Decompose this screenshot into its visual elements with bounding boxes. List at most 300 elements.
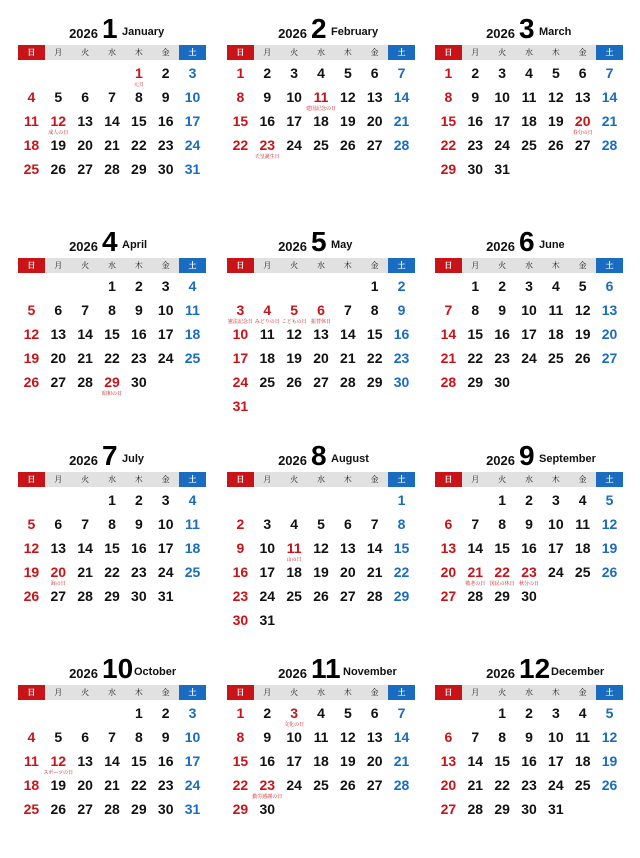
weekday-label: 木 <box>334 45 361 60</box>
day-number: 15 <box>440 113 457 129</box>
day-cell <box>489 373 516 397</box>
month-june <box>435 226 623 431</box>
weekday-label: 金 <box>152 685 179 700</box>
day-cell <box>596 349 623 373</box>
day-number: 21 <box>467 777 484 793</box>
day-number: 19 <box>548 113 564 129</box>
day-number: 15 <box>104 326 120 342</box>
holiday-label: 海の日 <box>50 581 66 587</box>
day-number: 29 <box>440 161 457 177</box>
day-number: 5 <box>317 516 325 532</box>
day-cell <box>334 587 361 611</box>
month-january <box>18 13 206 218</box>
day-number: 23 <box>157 137 174 153</box>
day-number: 7 <box>81 516 90 532</box>
day-number: 16 <box>259 753 276 769</box>
day-cell <box>489 752 516 776</box>
month-december <box>435 653 623 858</box>
day-cell <box>99 88 126 112</box>
day-number: 6 <box>370 65 379 81</box>
day-cell <box>435 776 462 800</box>
day-cell <box>542 491 569 515</box>
day-number: 3 <box>236 302 245 318</box>
day-cell <box>569 112 596 136</box>
day-cell <box>361 539 388 563</box>
day-number: 1 <box>498 492 507 508</box>
day-cell <box>489 515 516 539</box>
weekday-label: 木 <box>334 258 361 273</box>
day-number: 15 <box>232 113 249 129</box>
day-number: 4 <box>290 516 299 532</box>
day-number: 19 <box>601 753 618 769</box>
day-number: 24 <box>157 350 174 366</box>
day-number: 24 <box>232 374 249 390</box>
day-number: 14 <box>393 89 410 105</box>
day-cell <box>45 112 72 136</box>
day-number: 10 <box>548 729 564 745</box>
day-cell <box>18 136 45 160</box>
day-number: 17 <box>548 753 564 769</box>
day-cell <box>388 325 415 349</box>
day-cell <box>435 515 462 539</box>
month-name: March <box>539 26 572 38</box>
day-cell <box>152 563 179 587</box>
day-number: 12 <box>23 326 40 342</box>
weekday-label: 火 <box>72 685 99 700</box>
day-number: 26 <box>340 777 356 793</box>
day-number: 9 <box>134 516 143 532</box>
day-number: 27 <box>440 801 457 817</box>
day-cell <box>516 563 543 587</box>
day-cell <box>179 325 206 349</box>
day-cell <box>45 728 72 752</box>
day-number: 29 <box>494 588 510 604</box>
month-number: 1 <box>102 13 118 44</box>
day-number: 27 <box>77 801 93 817</box>
day-number: 26 <box>286 374 302 390</box>
day-cell <box>179 136 206 160</box>
day-cell <box>542 539 569 563</box>
day-cell <box>462 136 489 160</box>
day-number: 23 <box>393 350 410 366</box>
day-cell <box>308 728 335 752</box>
weekday-label: 日 <box>227 45 254 60</box>
day-number: 26 <box>340 137 356 153</box>
year-label: 2026 <box>486 239 515 254</box>
day-number: 29 <box>393 588 410 604</box>
weekday-label: 土 <box>388 45 415 60</box>
day-cell <box>361 349 388 373</box>
weekday-header <box>18 258 206 273</box>
day-cell <box>125 112 152 136</box>
year-label: 2026 <box>69 26 98 41</box>
day-cell <box>308 349 335 373</box>
day-cell <box>361 704 388 728</box>
day-cell <box>45 515 72 539</box>
day-cell <box>45 563 72 587</box>
day-cell <box>227 88 254 112</box>
day-cell <box>569 349 596 373</box>
weekday-header <box>18 685 206 700</box>
day-cell <box>569 752 596 776</box>
day-cell <box>361 587 388 611</box>
day-cell <box>388 301 415 325</box>
month-header <box>18 13 206 46</box>
day-number: 6 <box>54 516 63 532</box>
day-number: 5 <box>605 705 614 721</box>
day-number: 31 <box>548 801 564 817</box>
day-cell <box>254 563 281 587</box>
day-cell <box>152 64 179 88</box>
day-cell <box>489 349 516 373</box>
day-number: 31 <box>494 161 510 177</box>
weekday-label: 日 <box>18 258 45 273</box>
holiday-label: 山の日 <box>286 557 302 563</box>
day-cell <box>152 136 179 160</box>
day-cell <box>179 563 206 587</box>
day-number: 6 <box>370 705 379 721</box>
day-number: 14 <box>104 753 120 769</box>
day-number: 18 <box>521 113 537 129</box>
day-cell <box>179 515 206 539</box>
weekday-label: 月 <box>45 685 72 700</box>
month-name: August <box>331 453 369 465</box>
day-cell <box>18 325 45 349</box>
day-cell <box>179 64 206 88</box>
day-number: 12 <box>50 113 67 129</box>
day-cell <box>308 301 335 325</box>
month-march <box>435 13 623 218</box>
day-cell <box>72 800 99 824</box>
day-cell <box>489 64 516 88</box>
weekday-label: 土 <box>596 472 623 487</box>
day-number: 3 <box>188 705 197 721</box>
day-cell <box>489 301 516 325</box>
day-number: 23 <box>259 777 276 793</box>
day-number: 27 <box>50 374 67 390</box>
weekday-label: 木 <box>542 258 569 273</box>
weekday-label: 土 <box>596 685 623 700</box>
day-number: 2 <box>397 278 406 294</box>
day-cell <box>152 88 179 112</box>
day-cell <box>388 88 415 112</box>
weekday-header <box>227 45 415 60</box>
weekday-label: 火 <box>72 472 99 487</box>
day-cell <box>516 587 543 611</box>
day-cell <box>179 349 206 373</box>
day-number: 1 <box>397 492 406 508</box>
holiday-label: 天皇誕生日 <box>254 154 280 160</box>
weekday-label: 月 <box>462 685 489 700</box>
day-number: 4 <box>188 492 197 508</box>
day-cell <box>334 112 361 136</box>
day-number: 11 <box>548 302 564 318</box>
day-cell <box>72 539 99 563</box>
year-label: 2026 <box>486 453 515 468</box>
day-number: 24 <box>548 564 564 580</box>
day-cell <box>99 112 126 136</box>
day-cell <box>388 728 415 752</box>
day-cell <box>99 563 126 587</box>
day-number: 17 <box>286 753 302 769</box>
day-number: 14 <box>393 729 410 745</box>
day-number: 7 <box>370 516 379 532</box>
day-cell <box>227 800 254 824</box>
day-cell <box>18 373 45 397</box>
day-cell <box>179 752 206 776</box>
day-number: 16 <box>521 540 537 556</box>
day-number: 6 <box>81 729 90 745</box>
weekday-label: 木 <box>125 258 152 273</box>
weekday-label: 土 <box>179 258 206 273</box>
day-cell <box>227 704 254 728</box>
day-number: 9 <box>498 302 507 318</box>
weekday-label: 月 <box>45 472 72 487</box>
day-number: 25 <box>184 350 201 366</box>
weekday-label: 日 <box>227 472 254 487</box>
day-cell <box>45 88 72 112</box>
day-cell <box>308 64 335 88</box>
day-cell <box>125 728 152 752</box>
weekday-label: 月 <box>462 258 489 273</box>
day-cell <box>435 349 462 373</box>
day-cell <box>45 160 72 184</box>
day-cell <box>99 491 126 515</box>
day-cell <box>281 563 308 587</box>
day-number: 9 <box>161 89 170 105</box>
weekday-header <box>18 45 206 60</box>
day-number: 26 <box>50 161 67 177</box>
day-cell <box>305 88 336 112</box>
month-number: 11 <box>311 653 341 684</box>
day-cell <box>462 728 489 752</box>
weekday-label: 水 <box>308 685 335 700</box>
day-cell <box>388 776 415 800</box>
day-number: 28 <box>104 801 120 817</box>
day-cell <box>435 136 462 160</box>
weekday-label: 日 <box>227 258 254 273</box>
holiday-label: 国民の休日 <box>489 581 515 587</box>
day-cell <box>308 752 335 776</box>
day-cell <box>18 776 45 800</box>
day-cell <box>179 728 206 752</box>
day-number: 5 <box>551 65 560 81</box>
day-cell <box>361 563 388 587</box>
day-cell <box>388 704 415 728</box>
month-header <box>227 13 415 46</box>
day-cell <box>72 728 99 752</box>
month-november <box>227 653 415 858</box>
day-number: 23 <box>131 350 147 366</box>
day-number: 8 <box>236 729 245 745</box>
day-number: 15 <box>393 540 410 556</box>
day-number: 10 <box>494 89 510 105</box>
day-cell <box>361 776 388 800</box>
day-number: 11 <box>185 516 200 532</box>
year-label: 2026 <box>69 453 98 468</box>
day-cell <box>125 587 152 611</box>
day-number: 18 <box>313 113 329 129</box>
day-cell <box>152 349 179 373</box>
day-cell <box>361 752 388 776</box>
month-name: January <box>122 26 165 38</box>
day-number: 3 <box>263 516 272 532</box>
day-cell <box>152 325 179 349</box>
day-number: 18 <box>313 753 329 769</box>
weekday-label: 日 <box>435 685 462 700</box>
day-cell <box>45 587 72 611</box>
day-cell <box>125 752 152 776</box>
day-cell <box>516 800 543 824</box>
weekday-label: 日 <box>435 472 462 487</box>
day-number: 15 <box>494 753 510 769</box>
day-number: 18 <box>286 564 302 580</box>
weekday-label: 月 <box>45 45 72 60</box>
day-number: 5 <box>27 302 36 318</box>
day-cell <box>152 752 179 776</box>
day-number: 13 <box>440 540 457 556</box>
weekday-label: 月 <box>45 258 72 273</box>
day-cell <box>254 325 281 349</box>
day-number: 18 <box>184 326 201 342</box>
day-cell <box>516 491 543 515</box>
day-number: 29 <box>467 374 484 390</box>
day-number: 22 <box>440 137 457 153</box>
day-number: 21 <box>467 564 484 580</box>
year-label: 2026 <box>69 666 98 681</box>
day-number: 11 <box>185 302 200 318</box>
day-cell <box>361 88 388 112</box>
day-cell <box>361 136 388 160</box>
weekday-label: 日 <box>227 685 254 700</box>
day-number: 22 <box>232 137 249 153</box>
day-cell <box>254 373 281 397</box>
day-number: 17 <box>286 113 302 129</box>
day-cell <box>254 800 281 824</box>
day-cell <box>334 349 361 373</box>
day-number: 21 <box>601 113 618 129</box>
holiday-label: スポーツの日 <box>43 770 74 776</box>
day-cell <box>388 563 415 587</box>
day-cell <box>125 301 152 325</box>
day-cell <box>435 728 462 752</box>
day-number: 30 <box>393 374 410 390</box>
day-cell <box>596 539 623 563</box>
day-cell <box>542 563 569 587</box>
day-cell <box>569 563 596 587</box>
day-cell <box>308 325 335 349</box>
day-number: 3 <box>161 278 170 294</box>
weekday-label: 金 <box>361 685 388 700</box>
day-cell <box>388 752 415 776</box>
day-cell <box>361 325 388 349</box>
day-number: 28 <box>467 588 484 604</box>
day-number: 19 <box>23 350 40 366</box>
month-number: 10 <box>102 653 134 684</box>
day-cell <box>596 728 623 752</box>
day-number: 3 <box>498 65 507 81</box>
day-number: 21 <box>393 113 410 129</box>
day-cell <box>72 301 99 325</box>
day-number: 11 <box>313 89 329 105</box>
day-number: 15 <box>494 540 510 556</box>
day-cell <box>227 563 254 587</box>
day-number: 24 <box>494 137 510 153</box>
day-cell <box>542 728 569 752</box>
day-cell <box>334 64 361 88</box>
month-number: 2 <box>311 13 327 44</box>
day-cell <box>435 64 462 88</box>
day-number: 3 <box>525 278 533 294</box>
day-number: 28 <box>601 137 618 153</box>
day-cell <box>569 704 596 728</box>
day-number: 12 <box>548 89 564 105</box>
day-cell <box>569 325 596 349</box>
day-number: 13 <box>366 89 383 105</box>
day-cell <box>596 325 623 349</box>
weekday-label: 金 <box>361 258 388 273</box>
day-cell <box>45 800 72 824</box>
day-cell <box>489 491 516 515</box>
day-number: 22 <box>494 777 510 793</box>
day-cell <box>435 752 462 776</box>
day-number: 7 <box>444 302 453 318</box>
day-cell <box>388 515 415 539</box>
day-cell <box>516 301 543 325</box>
day-number: 17 <box>494 113 510 129</box>
day-number: 1 <box>236 705 245 721</box>
day-cell <box>227 752 254 776</box>
day-cell <box>45 136 72 160</box>
day-number: 4 <box>27 729 36 745</box>
day-number: 2 <box>236 516 245 532</box>
day-number: 13 <box>313 326 329 342</box>
day-number: 25 <box>313 777 329 793</box>
day-number: 2 <box>161 65 170 81</box>
weekday-label: 火 <box>489 45 516 60</box>
day-cell <box>462 515 489 539</box>
day-cell <box>254 112 281 136</box>
weekday-label: 土 <box>596 258 623 273</box>
weekday-header <box>227 258 415 273</box>
day-cell <box>516 136 543 160</box>
day-number: 26 <box>601 777 618 793</box>
day-cell <box>281 373 308 397</box>
day-number: 24 <box>157 564 174 580</box>
day-number: 8 <box>498 516 507 532</box>
day-number: 25 <box>23 161 40 177</box>
day-number: 13 <box>440 753 457 769</box>
weekday-label: 金 <box>152 472 179 487</box>
day-number: 31 <box>232 398 249 414</box>
day-number: 16 <box>157 113 174 129</box>
weekday-label: 火 <box>72 258 99 273</box>
weekday-label: 水 <box>308 472 335 487</box>
day-number: 30 <box>157 161 174 177</box>
day-number: 10 <box>157 302 174 318</box>
weekday-label: 火 <box>489 685 516 700</box>
holiday-label: 秋分の日 <box>518 581 539 587</box>
day-number: 6 <box>317 302 325 318</box>
day-cell <box>388 136 415 160</box>
day-number: 15 <box>104 540 120 556</box>
month-header <box>18 653 206 686</box>
weekday-label: 土 <box>388 472 415 487</box>
day-number: 20 <box>77 137 93 153</box>
day-cell <box>542 277 569 301</box>
holiday-label: 昭和の日 <box>101 391 122 397</box>
day-cell <box>516 349 543 373</box>
